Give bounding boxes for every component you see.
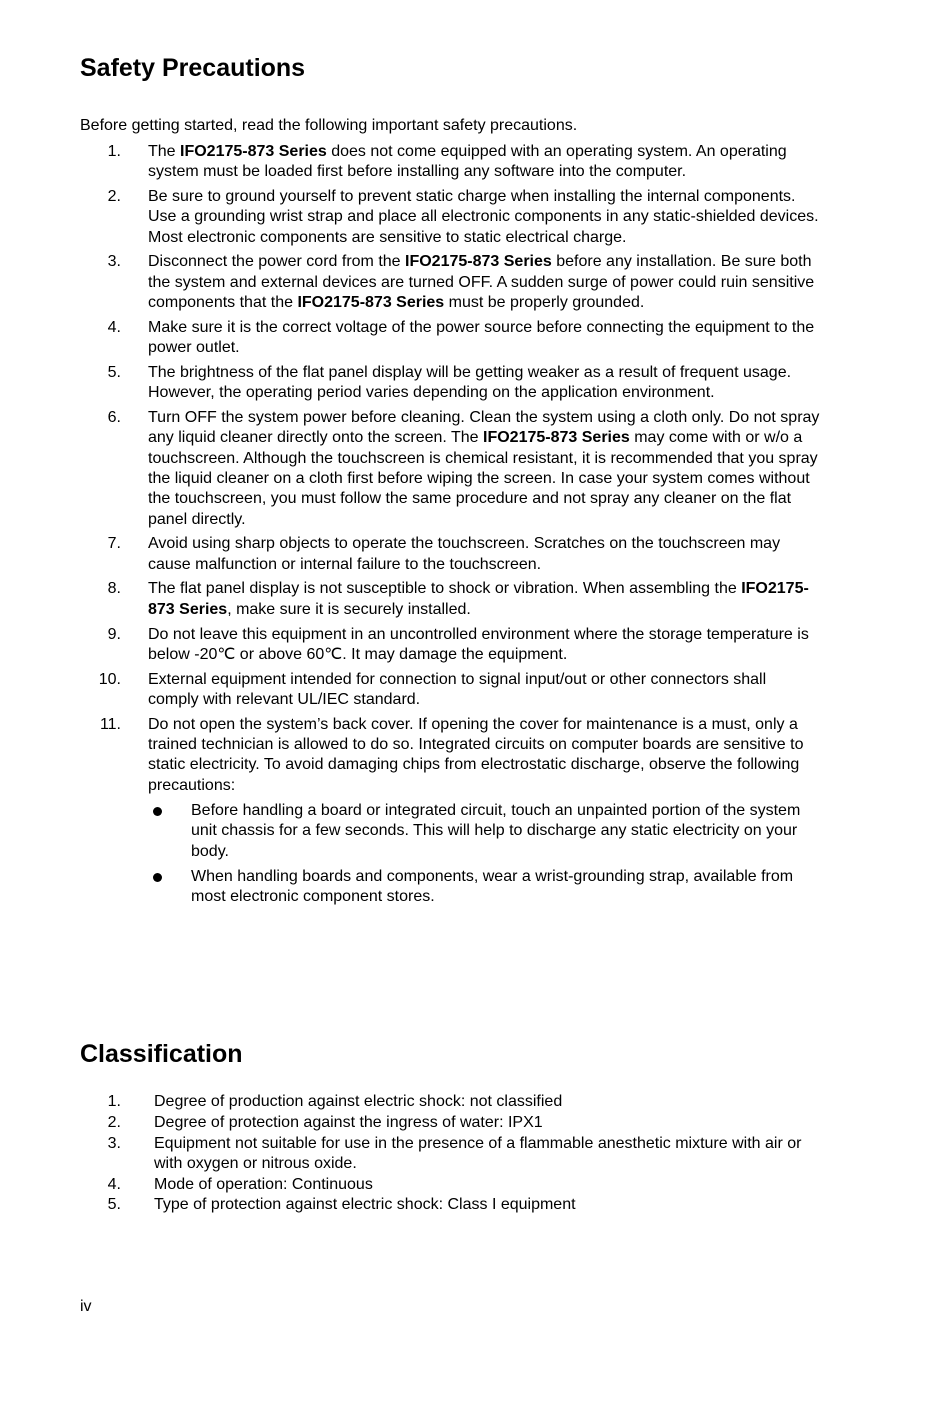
product-name: IFO2175-873 Series	[148, 580, 809, 618]
item-number: 8.	[107, 580, 121, 598]
safety-precautions-list	[80, 142, 820, 912]
list-item	[80, 363, 820, 404]
item-text: Make sure it is the correct voltage of the power source before connecting the equipment to the power outlet.	[148, 318, 815, 357]
list-item	[80, 1092, 820, 1112]
item-text: may come with or w/o a touchscreen. Although the touchscreen is chemical resistant, it is recommended that you spray the liquid cleaner on a cloth first before wiping the screen. In case your system comes without the touchscreen, you must follow the same procedure and not spray any cleaner on the flat panel directly.	[148, 429, 818, 528]
item-number: 5.	[107, 1196, 121, 1214]
list-item	[80, 142, 820, 183]
product-name: IFO2175-873 Series	[483, 429, 630, 447]
item-number: 2.	[107, 188, 121, 206]
bullet-text: Before handling a board or integrated circuit, touch an unpainted portion of the system unit chassis for a few seconds. This will help to discharge any static electricity on your body.	[191, 801, 801, 860]
item-number: 3.	[107, 253, 121, 271]
item-number: 1.	[107, 143, 121, 160]
item-text: External equipment intended for connection to signal input/out or other connectors shall comply with relevant UL/IEC standard.	[148, 670, 767, 708]
classification-list	[80, 1092, 820, 1216]
product-name: IFO2175-873 Series	[297, 294, 445, 312]
item-text: The	[148, 143, 181, 160]
item-number: 5.	[107, 363, 121, 381]
list-item	[80, 534, 820, 575]
item-text: before any installation. Be sure both the system and external devices are turned OFF. A sudden surge of power could ruin sensitive components that the	[148, 253, 815, 312]
item-number: 9.	[107, 625, 121, 643]
item-text: Equipment not suitable for use in the presence of a flammable anesthetic mixture with air or with oxygen or nitrous oxide.	[154, 1134, 802, 1172]
section-heading-safety-precautions: Safety Precautions	[80, 54, 306, 82]
list-item	[80, 408, 820, 530]
bullet-icon	[153, 873, 162, 882]
item-number: 11.	[99, 715, 121, 733]
list-item	[80, 1175, 820, 1195]
product-name: IFO2175-873 Series	[405, 253, 552, 271]
list-item	[80, 1113, 820, 1133]
item-text: Turn OFF the system power before cleaning. Clean the system using a cloth only. Do not spray any liquid cleaner directly onto the screen. The	[148, 409, 820, 447]
item-text: Do not open the system’s back cover. If opening the cover for maintenance is a must, only a trained technician is allowed to do so. Integrated circuits on computer boards are sensitive to static electricity. To avoid damaging chips from electrostatic discharge, observe the following precautions:	[148, 715, 804, 794]
item-text: , make sure it is securely installed.	[227, 600, 471, 618]
product-name: IFO2175-873 Series	[180, 143, 327, 160]
item-text: does not come equipped with an operating system. An operating system must be loaded first before installing any software into the computer.	[148, 143, 787, 181]
item-number: 7.	[107, 535, 121, 553]
item-text: Disconnect the power cord from the	[148, 253, 406, 271]
item-number: 6.	[107, 409, 121, 427]
section-heading-classification: Classification	[80, 1040, 243, 1068]
bullet-text: When handling boards and components, wear a wrist-grounding strap, available from most electronic component stores.	[191, 867, 794, 906]
item-text: Degree of protection against the ingress of water: IPX1	[154, 1113, 543, 1131]
item-text: Degree of production against electric shock: not classified	[154, 1093, 563, 1110]
item-text: Mode of operation: Continuous	[154, 1175, 373, 1193]
item-number: 1.	[107, 1093, 121, 1110]
item-text: The flat panel display is not susceptible to shock or vibration. When assembling the	[148, 580, 742, 598]
list-item	[80, 1134, 820, 1175]
bullet-item	[148, 867, 820, 908]
list-item	[80, 187, 820, 248]
page-number: iv	[80, 1298, 92, 1315]
item-text: Be sure to ground yourself to prevent static charge when installing the internal components. Use a grounding wrist strap and place all electronic components in any static-shielded devices. Most electronic components are sensitive to static electrical charge.	[148, 188, 819, 246]
bullet-icon	[153, 807, 162, 816]
item-text: Do not leave this equipment in an uncontrolled environment where the storage temperature is below -20℃ or above 60℃. It may damage the equipment.	[148, 625, 809, 663]
list-item	[80, 670, 820, 711]
list-item	[80, 252, 820, 313]
list-item	[80, 318, 820, 359]
item-number: 4.	[107, 318, 121, 336]
item-text: must be properly grounded.	[444, 294, 645, 312]
list-item	[80, 1195, 820, 1215]
list-item	[80, 625, 820, 666]
list-item	[80, 579, 820, 620]
bullet-item	[148, 801, 820, 862]
item-number: 3.	[107, 1134, 121, 1152]
item-text: Avoid using sharp objects to operate the touchscreen. Scratches on the touchscreen may cause malfunction or internal failure to the touchscreen.	[148, 535, 781, 573]
list-item	[80, 715, 820, 908]
precautions-bullet-list	[148, 801, 820, 907]
item-text: The brightness of the flat panel display will be getting weaker as a result of frequent usage. However, the operating period varies depending on the application environment.	[148, 363, 792, 402]
item-text: Type of protection against electric shock: Class I equipment	[154, 1196, 576, 1214]
item-number: 2.	[107, 1113, 121, 1131]
item-number: 4.	[107, 1175, 121, 1193]
intro-paragraph: Before getting started, read the following important safety precautions.	[80, 117, 578, 134]
item-number: 10.	[98, 670, 121, 688]
